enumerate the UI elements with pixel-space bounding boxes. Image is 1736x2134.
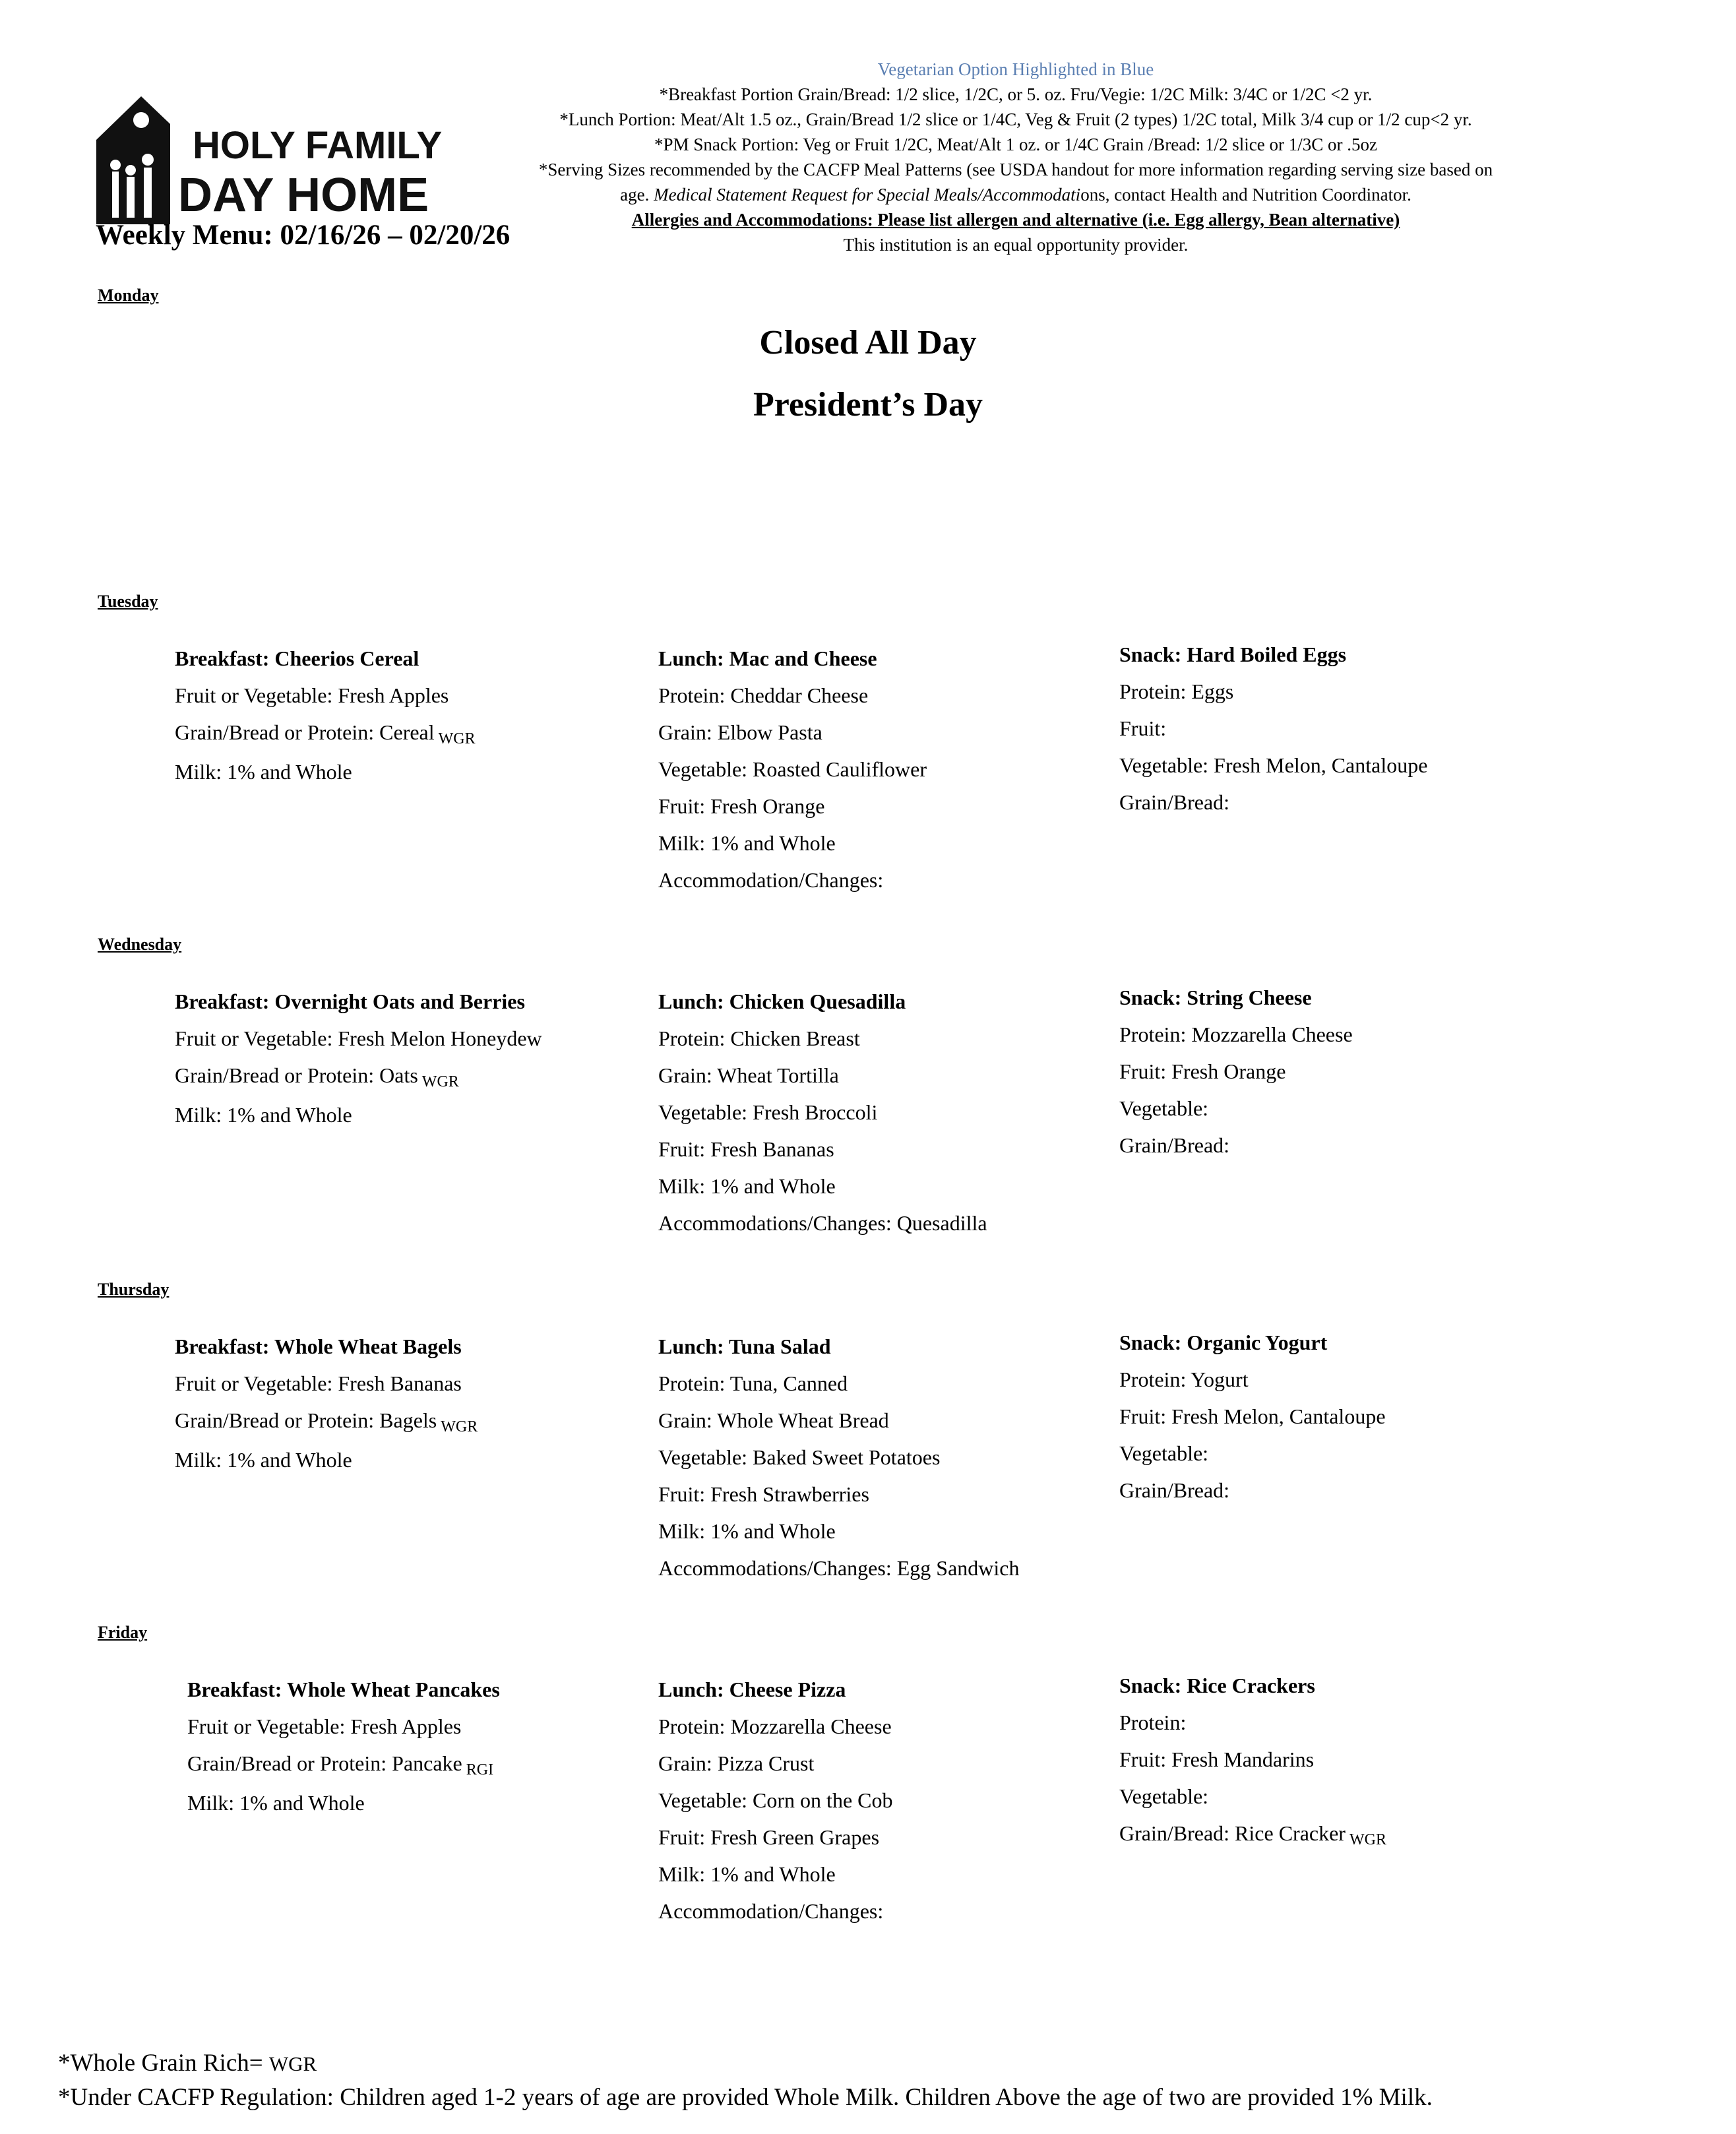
breakfast-grain xyxy=(175,1057,542,1096)
svg-text:HOLY FAMILY: HOLY FAMILY xyxy=(193,124,443,167)
breakfast-fruit: Fruit or Vegetable: Fresh Bananas xyxy=(175,1371,462,1395)
lunch-accommodations: Accommodation/Changes: xyxy=(658,1899,884,1923)
snack-vegetable: Vegetable: xyxy=(1119,1441,1209,1465)
breakfast-grain-text: Grain/Bread or Protein: Bagels xyxy=(175,1408,437,1432)
lunch-vegetable: Vegetable: Roasted Cauliflower xyxy=(658,757,927,781)
snack-fruit: Fruit: Fresh Melon, Cantaloupe xyxy=(1119,1404,1386,1428)
breakfast-heading: Breakfast: Cheerios Cereal xyxy=(175,646,419,670)
breakfast-portion-note: *Breakfast Portion Grain/Bread: 1/2 slice, 1/2C, or 5. oz. Fru/Vegie: 1/2C Milk: 3/4C or 1/2C <2 yr. xyxy=(659,84,1373,104)
medical-statement-suffix: ons, contact Health and Nutrition Coordinator. xyxy=(1080,185,1411,204)
breakfast-fruit: Fruit or Vegetable: Fresh Apples xyxy=(175,683,449,707)
snack-protein: Protein: xyxy=(1119,1710,1187,1734)
lunch-protein: Protein: Chicken Breast xyxy=(658,1026,860,1050)
thursday-breakfast xyxy=(175,1328,478,1478)
lunch-fruit: Fruit: Fresh Bananas xyxy=(658,1137,834,1161)
snack-heading: Snack: Rice Crackers xyxy=(1119,1674,1315,1697)
lunch-accommodations: Accommodations/Changes: Quesadilla xyxy=(658,1211,987,1235)
menu-title: Weekly Menu: 02/16/26 – 02/20/26 xyxy=(96,220,511,251)
holy-family-logo xyxy=(94,94,443,224)
lunch-fruit: Fruit: Fresh Orange xyxy=(658,794,825,818)
breakfast-milk: Milk: 1% and Whole xyxy=(175,760,352,784)
wgr-footnote xyxy=(58,2049,317,2077)
holiday-name: President’s Day xyxy=(753,386,983,424)
lunch-milk: Milk: 1% and Whole xyxy=(658,831,836,855)
snack-heading: Snack: Organic Yogurt xyxy=(1119,1331,1328,1354)
friday-breakfast xyxy=(187,1671,500,1821)
tuesday-breakfast xyxy=(175,640,476,790)
snack-protein: Protein: Mozzarella Cheese xyxy=(1119,1022,1353,1046)
breakfast-milk: Milk: 1% and Whole xyxy=(175,1103,352,1127)
tuesday-lunch xyxy=(658,640,927,898)
snack-fruit: Fruit: xyxy=(1119,716,1167,740)
lunch-vegetable: Vegetable: Fresh Broccoli xyxy=(658,1100,878,1124)
wgr-tag: WGR xyxy=(441,1418,478,1435)
header-notes xyxy=(528,57,1504,265)
wgr-tag: WGR xyxy=(1349,1831,1386,1848)
lunch-accommodations: Accommodation/Changes: xyxy=(658,868,884,892)
serving-size-note xyxy=(528,157,1504,207)
wednesday-breakfast xyxy=(175,983,542,1133)
serving-size-text: *Serving Sizes recommended by the CACFP Meal Patterns (see USDA handout for more information regarding serving size based on age. xyxy=(538,160,1493,204)
friday-snack xyxy=(1119,1667,1386,1854)
snack-protein: Protein: Eggs xyxy=(1119,679,1234,703)
wgr-tag: WGR xyxy=(421,1073,459,1090)
breakfast-heading: Breakfast: Whole Wheat Bagels xyxy=(175,1334,462,1358)
snack-portion-note: *PM Snack Portion: Veg or Fruit 1/2C, Meat/Alt 1 oz. or 1/4C Grain /Bread: 1/2 slice or 1/3C or .5oz xyxy=(654,135,1377,154)
lunch-protein: Protein: Tuna, Canned xyxy=(658,1371,848,1395)
day-label-friday: Friday xyxy=(98,1623,148,1642)
breakfast-heading: Breakfast: Overnight Oats and Berries xyxy=(175,989,525,1013)
snack-vegetable: Vegetable: xyxy=(1119,1096,1209,1120)
friday-lunch xyxy=(658,1671,892,1930)
snack-fruit: Fruit: Fresh Mandarins xyxy=(1119,1747,1315,1771)
lunch-grain: Grain: Pizza Crust xyxy=(658,1751,815,1775)
lunch-fruit: Fruit: Fresh Strawberries xyxy=(658,1482,869,1506)
breakfast-fruit: Fruit or Vegetable: Fresh Melon Honeydew xyxy=(175,1026,542,1050)
day-label-monday: Monday xyxy=(98,286,159,305)
snack-grain xyxy=(1119,1815,1386,1854)
lunch-grain: Grain: Elbow Pasta xyxy=(658,720,822,744)
milk-regulation-footnote: *Under CACFP Regulation: Children aged 1-2 years of age are provided Whole Milk. Children Above the age of two are provided 1% Milk. xyxy=(58,2084,1433,2111)
snack-grain: Grain/Bread: xyxy=(1119,1133,1230,1157)
snack-grain-text: Grain/Bread: Rice Cracker xyxy=(1119,1821,1346,1845)
snack-grain: Grain/Bread: xyxy=(1119,1478,1230,1502)
snack-heading: Snack: String Cheese xyxy=(1119,986,1312,1009)
vegetarian-note: Vegetarian Option Highlighted in Blue xyxy=(877,59,1154,79)
breakfast-grain xyxy=(175,714,476,753)
lunch-heading: Lunch: Cheese Pizza xyxy=(658,1678,846,1701)
thursday-lunch xyxy=(658,1328,1019,1586)
lunch-milk: Milk: 1% and Whole xyxy=(658,1174,836,1198)
tuesday-snack xyxy=(1119,636,1427,821)
lunch-heading: Lunch: Tuna Salad xyxy=(658,1334,831,1358)
lunch-vegetable: Vegetable: Corn on the Cob xyxy=(658,1788,893,1812)
wgr-tag: WGR xyxy=(438,730,476,747)
breakfast-milk: Milk: 1% and Whole xyxy=(175,1448,352,1472)
allergy-note: Allergies and Accommodations: Please list allergen and alternative (i.e. Egg allergy, Bean alternative) xyxy=(631,210,1400,230)
day-label-thursday: Thursday xyxy=(98,1280,170,1299)
wednesday-snack xyxy=(1119,979,1353,1164)
lunch-vegetable: Vegetable: Baked Sweet Potatoes xyxy=(658,1445,941,1469)
snack-protein: Protein: Yogurt xyxy=(1119,1367,1249,1391)
lunch-fruit: Fruit: Fresh Green Grapes xyxy=(658,1825,880,1849)
breakfast-grain-text: Grain/Bread or Protein: Pancake xyxy=(187,1751,462,1775)
snack-vegetable: Vegetable: Fresh Melon, Cantaloupe xyxy=(1119,753,1428,777)
medical-statement-text: Medical Statement Request for Special Meals/Accommodati xyxy=(654,185,1081,204)
day-label-wednesday: Wednesday xyxy=(98,935,182,954)
lunch-milk: Milk: 1% and Whole xyxy=(658,1862,836,1886)
lunch-protein: Protein: Mozzarella Cheese xyxy=(658,1714,892,1738)
rgi-tag: RGI xyxy=(466,1761,494,1778)
lunch-grain: Grain: Wheat Tortilla xyxy=(658,1063,839,1087)
snack-vegetable: Vegetable: xyxy=(1119,1784,1209,1808)
breakfast-heading: Breakfast: Whole Wheat Pancakes xyxy=(187,1678,500,1701)
lunch-portion-note: *Lunch Portion: Meat/Alt 1.5 oz., Grain/Bread 1/2 slice or 1/4C, Veg & Fruit (2 types) 1/2C total, Milk 3/4 cup or 1/2 cup<2 yr. xyxy=(559,110,1472,129)
thursday-snack xyxy=(1119,1324,1386,1509)
snack-heading: Snack: Hard Boiled Eggs xyxy=(1119,643,1347,666)
lunch-milk: Milk: 1% and Whole xyxy=(658,1519,836,1543)
snack-grain: Grain/Bread: xyxy=(1119,790,1230,814)
lunch-protein: Protein: Cheddar Cheese xyxy=(658,683,869,707)
lunch-heading: Lunch: Chicken Quesadilla xyxy=(658,989,906,1013)
breakfast-milk: Milk: 1% and Whole xyxy=(187,1791,365,1815)
lunch-grain: Grain: Whole Wheat Bread xyxy=(658,1408,889,1432)
breakfast-grain xyxy=(175,1402,478,1441)
lunch-accommodations: Accommodations/Changes: Egg Sandwich xyxy=(658,1556,1020,1580)
equal-opportunity-note: This institution is an equal opportunity provider. xyxy=(843,235,1189,255)
lunch-heading: Lunch: Mac and Cheese xyxy=(658,646,877,670)
day-label-tuesday: Tuesday xyxy=(98,592,158,611)
wgr-footnote-label: *Whole Grain Rich= xyxy=(58,2050,263,2077)
breakfast-grain-text: Grain/Bread or Protein: Oats xyxy=(175,1063,418,1087)
breakfast-grain-text: Grain/Bread or Protein: Cereal xyxy=(175,720,435,744)
wednesday-lunch xyxy=(658,983,987,1241)
closed-notice: Closed All Day xyxy=(759,324,977,361)
wgr-footnote-code: WGR xyxy=(268,2052,317,2075)
breakfast-grain xyxy=(187,1745,500,1784)
snack-fruit: Fruit: Fresh Orange xyxy=(1119,1059,1286,1083)
svg-text:DAY HOME: DAY HOME xyxy=(178,169,429,222)
breakfast-fruit: Fruit or Vegetable: Fresh Apples xyxy=(187,1714,462,1738)
